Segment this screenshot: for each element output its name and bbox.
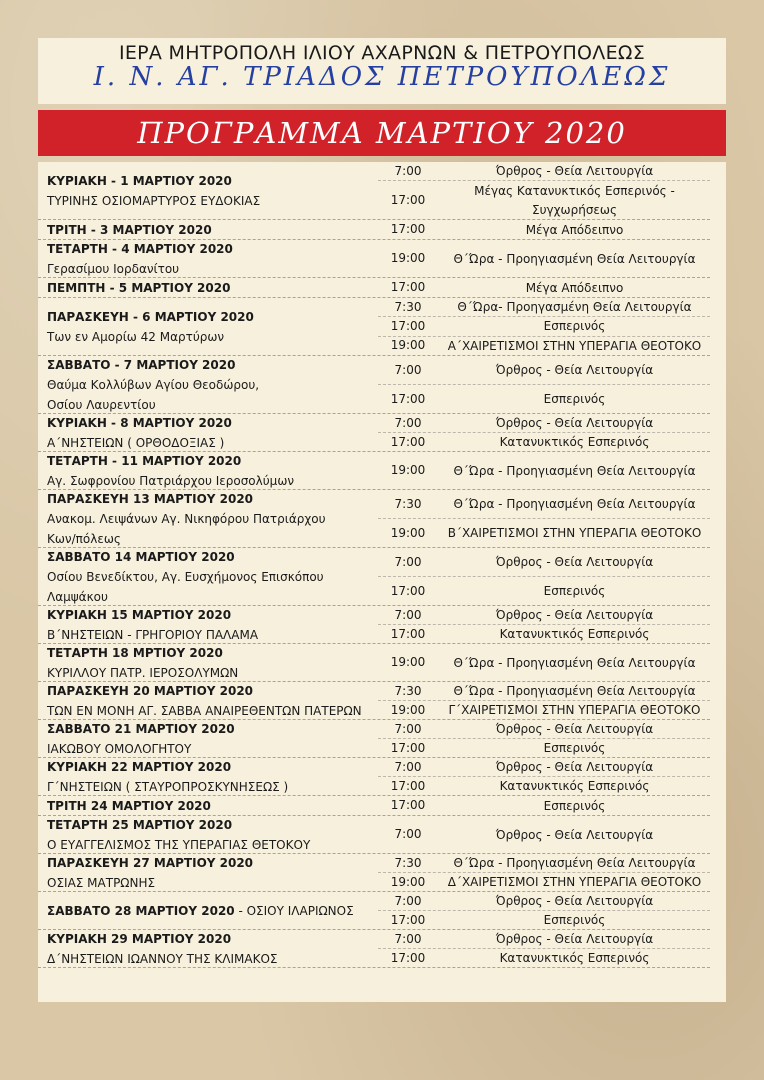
day-row — [38, 796, 726, 816]
service-name-line: Θ΄Ώρα - Προηγιασμένη Θεία Λειτουργία — [453, 497, 696, 511]
day-line-text: ΟΣΙΑΣ ΜΑΤΡΩΝΗΣ — [47, 876, 156, 890]
day-row — [38, 452, 726, 490]
service-name — [433, 582, 716, 601]
service-name — [433, 495, 716, 514]
service-name — [433, 414, 716, 433]
service-name-line: Όρθρος - Θεία Λειτουργία — [495, 555, 654, 569]
service-name — [433, 162, 716, 181]
service-name — [433, 433, 716, 452]
day-line-text: Α΄ΝΗΣΤΕΙΩΝ ( ΟΡΘΟΔΟΞΙΑΣ ) — [47, 436, 225, 450]
service-name — [433, 854, 716, 873]
service-name — [433, 682, 716, 701]
service-name — [433, 873, 716, 892]
service-time: 19:00 — [390, 525, 426, 540]
day-line-text: ΤΕΤΑΡΤΗ - 4 ΜΑΡΤΙΟΥ 2020 — [47, 242, 233, 256]
day-row — [38, 816, 726, 854]
service-name — [433, 892, 716, 911]
service-time: 7:00 — [394, 931, 422, 946]
service-row — [38, 452, 726, 490]
church-title: Ι. Ν. ΑΓ. ΤΡΙΑΔΟΣ ΠΕΤΡΟΥΠΟΛΕΩΣ — [93, 62, 671, 92]
program-banner: ΠΡΟΓΡΑΜΜΑ ΜΑΡΤΙΟΥ 2020 — [38, 110, 726, 156]
service-name-line: Εσπερινός — [543, 798, 606, 813]
service-name — [433, 826, 716, 845]
day-feast-inline: - ΟΣΙΟΥ ΙΛΑΡΙΩΝΟΣ — [234, 904, 354, 918]
service-name — [433, 606, 716, 625]
service-row — [38, 317, 726, 336]
service-row — [38, 385, 726, 414]
day-line-text: Γερασίμου Ιορδανίτου — [47, 262, 180, 276]
service-time: 7:00 — [394, 827, 422, 841]
service-time: 17:00 — [390, 391, 426, 406]
service-name — [433, 625, 716, 644]
service-name-line: Κατανυκτικός Εσπερινός — [499, 951, 650, 965]
day-line-text: ΚΥΡΙΑΚΗ - 8 ΜΑΡΤΙΟΥ 2020 — [47, 416, 232, 430]
service-name-line: Εσπερινός — [543, 741, 606, 755]
service-time: 7:30 — [394, 299, 422, 314]
service-name — [433, 911, 716, 930]
day-line-text: ΙΑΚΩΒΟΥ ΟΜΟΛΟΓΗΤΟΥ — [47, 742, 192, 756]
service-time: 17:00 — [390, 280, 426, 294]
service-time: 17:00 — [390, 798, 426, 812]
service-name — [433, 720, 716, 739]
day-line-text: Οσίου Βενεδίκτου, Αγ. Ευσχήμονος Επισκόπου — [47, 570, 324, 584]
service-name-line: Θ΄Ώρα - Προηγιασμένη Θεία Λειτουργία — [453, 655, 696, 670]
service-row — [38, 892, 726, 911]
service-row — [38, 337, 726, 356]
service-time: 17:00 — [390, 434, 426, 449]
service-name-line: Εσπερινός — [543, 584, 606, 598]
service-name-line: Όρθρος - Θεία Λειτουργία — [495, 827, 654, 842]
service-name-line: Κατανυκτικός Εσπερινός — [499, 627, 650, 641]
service-name-line: Β΄ΧΑΙΡΕΤΙΣΜΟΙ ΣΤΗΝ ΥΠΕΡΑΓΙΑ ΘΕΟΤΟΚΟ — [447, 526, 702, 540]
service-name — [433, 654, 716, 673]
service-name — [433, 553, 716, 572]
service-name-line: Θ΄Ώρα - Προηγιασμένη Θεία Λειτουργία — [453, 251, 696, 266]
schedule-table — [38, 162, 726, 1002]
service-row — [38, 854, 726, 873]
day-line-text: Δ΄ΝΗΣΤΕΙΩΝ ΙΩΑΝΝΟΥ ΤΗΣ ΚΛΙΜΑΚΟΣ — [47, 952, 278, 966]
service-row — [38, 701, 726, 720]
service-name — [433, 739, 716, 758]
day-row — [38, 548, 726, 606]
service-name-line: Όρθρος - Θεία Λειτουργία — [495, 608, 654, 622]
service-time: 7:00 — [394, 759, 422, 774]
header-box — [38, 38, 726, 104]
service-time: 7:00 — [394, 893, 422, 908]
service-row — [38, 682, 726, 701]
day-line-text: ΠΕΜΠΤΗ - 5 ΜΑΡΤΙΟΥ 2020 — [47, 281, 231, 295]
service-name — [433, 182, 716, 220]
day-row — [38, 606, 726, 644]
service-name-line: Μέγα Απόδειπνο — [525, 222, 624, 237]
day-line-text: ΤΩΝ ΕΝ ΜΟΝΗ ΑΓ. ΣΑΒΒΑ ΑΝΑΙΡΕΘΕΝΤΩΝ ΠΑΤΕΡΩΝ — [47, 704, 362, 718]
day-row — [38, 220, 726, 240]
day-row — [38, 644, 726, 682]
day-line-text: ΠΑΡΑΣΚΕΥΗ 13 ΜΑΡΤΙΟΥ 2020 — [47, 492, 254, 506]
day-line-text: ΤΡΙΤΗ 24 ΜΑΡΤΙΟΥ 2020 — [47, 799, 211, 813]
day-line-text: ΣΑΒΒΑΤΟ 21 ΜΑΡΤΙΟΥ 2020 — [47, 722, 235, 736]
service-name — [433, 949, 716, 968]
day-line-text: Θαύμα Κολλύβων Αγίου Θεοδώρου, — [47, 378, 260, 392]
service-name — [433, 390, 716, 409]
service-name-line: Θ΄Ώρα - Προηγιασμένη Θεία Λειτουργία — [453, 463, 696, 478]
service-time: 7:00 — [394, 163, 422, 178]
service-row — [38, 739, 726, 758]
service-name — [433, 279, 716, 298]
service-time: 17:00 — [390, 222, 426, 236]
day-row — [38, 892, 726, 930]
service-name-line: Όρθρος - Θεία Λειτουργία — [495, 894, 654, 908]
service-name-line: Εσπερινός — [543, 913, 606, 927]
service-name-line: Μέγας Κατανυκτικός Εσπερινός - — [474, 183, 675, 198]
service-row — [38, 606, 726, 625]
service-name-line: Δ΄ΧΑΙΡΕΤΙΣΜΟΙ ΣΤΗΝ ΥΠΕΡΑΓΙΑ ΘΕΟΤΟΚΟ — [447, 875, 702, 889]
day-line-text: ΤΡΙΤΗ - 3 ΜΑΡΤΙΟΥ 2020 — [47, 223, 212, 237]
service-row — [38, 720, 726, 739]
day-row — [38, 356, 726, 414]
service-time: 7:00 — [394, 554, 422, 569]
service-time: 17:00 — [390, 318, 426, 333]
service-name — [433, 777, 716, 796]
service-row — [38, 548, 726, 577]
day-line-text: ΣΑΒΒΑΤΟ - 7 ΜΑΡΤΙΟΥ 2020 — [47, 358, 236, 372]
service-name — [433, 250, 716, 269]
day-line-text: Ο ΕΥΑΓΓΕΛΙΣΜΟΣ ΤΗΣ ΥΠΕΡΑΓΙΑΣ ΘΕΤΟΚΟΥ — [47, 838, 311, 852]
service-row — [38, 873, 726, 892]
service-row — [38, 278, 726, 298]
day-line-text: ΚΥΡΙΑΚΗ - 1 ΜΑΡΤΙΟΥ 2020 — [47, 174, 232, 188]
service-name-line: Θ΄Ώρα- Προηγασμένη Θεία Λειτουργία — [457, 300, 692, 315]
day-line-text: Οσίου Λαυρεντίου — [47, 398, 156, 412]
day-row — [38, 682, 726, 720]
service-row — [38, 220, 726, 240]
service-time: 19:00 — [390, 463, 426, 477]
day-row — [38, 720, 726, 758]
service-name-line: Εσπερινός — [543, 392, 606, 406]
service-time: 19:00 — [390, 655, 426, 669]
service-row — [38, 298, 726, 317]
service-time: 17:00 — [390, 740, 426, 755]
day-row — [38, 278, 726, 298]
day-row — [38, 758, 726, 796]
day-line-text: Λαμψάκου — [47, 590, 108, 604]
day-line-text: ΚΥΡΙΑΚΗ 22 ΜΑΡΤΙΟΥ 2020 — [47, 760, 232, 774]
service-row — [38, 433, 726, 452]
service-name — [433, 797, 716, 816]
service-name-line: Όρθρος - Θεία Λειτουργία — [495, 164, 654, 179]
service-row — [38, 911, 726, 930]
service-name-line: Όρθρος - Θεία Λειτουργία — [495, 722, 654, 736]
row-divider — [38, 967, 710, 968]
day-row — [38, 240, 726, 278]
service-time: 17:00 — [390, 626, 426, 641]
service-row — [38, 816, 726, 854]
service-name-line: Όρθρος - Θεία Λειτουργία — [495, 760, 654, 774]
service-name — [433, 462, 716, 481]
service-name — [433, 758, 716, 777]
day-line-text: ΚΥΡΙΑΚΗ 15 ΜΑΡΤΙΟΥ 2020 — [47, 608, 232, 622]
service-time: 17:00 — [390, 950, 426, 965]
day-line-text: ΤΥΡΙΝΗΣ ΟΣΙΟΜΑΡΤΥΡΟΣ ΕΥΔΟΚΙΑΣ — [47, 194, 261, 208]
day-row — [38, 854, 726, 892]
service-time: 7:00 — [394, 362, 422, 377]
service-name — [433, 930, 716, 949]
service-time: 19:00 — [390, 874, 426, 889]
metropolis-title: ΙΕΡΑ ΜΗΤΡΟΠΟΛΗ ΙΛΙΟΥ ΑΧΑΡΝΩΝ & ΠΕΤΡΟΥΠΟΛΕΩΣ — [118, 42, 646, 64]
service-time: 19:00 — [390, 251, 426, 265]
day-row — [38, 490, 726, 548]
day-row — [38, 162, 726, 220]
service-name — [433, 524, 716, 543]
service-name — [433, 337, 716, 356]
service-name-line: Γ΄ΧΑΙΡΕΤΙΣΜΟΙ ΣΤΗΝ ΥΠΕΡΑΓΙΑ ΘΕΟΤΟΚΟ — [448, 703, 701, 717]
service-name-line: Όρθρος - Θεία Λειτουργία — [495, 363, 654, 377]
day-line-text: Αγ. Σωφρονίου Πατριάρχου Ιεροσολύμων — [47, 474, 295, 488]
service-name-line: Α΄ΧΑΙΡΕΤΙΣΜΟΙ ΣΤΗΝ ΥΠΕΡΑΓΙΑ ΘΕΟΤΟΚΟ — [447, 338, 702, 353]
service-time: 17:00 — [390, 192, 426, 207]
day-line-text: Ανακομ. Λειψάνων Αγ. Νικηφόρου Πατριάρχου — [47, 512, 326, 526]
service-row — [38, 240, 726, 278]
service-time: 17:00 — [390, 583, 426, 598]
service-time: 7:00 — [394, 721, 422, 736]
service-row — [38, 414, 726, 433]
day-line-text: ΠΑΡΑΣΚΕΥΗ 20 ΜΑΡΤΙΟΥ 2020 — [47, 684, 254, 698]
day-line-text: ΤΕΤΑΡΤΗ 18 ΜΡΤΙΟΥ 2020 — [47, 646, 223, 660]
service-time: 7:30 — [394, 683, 422, 698]
day-line-text: ΠΑΡΑΣΚΕΥΗ 27 ΜΑΡΤΙΟΥ 2020 — [47, 856, 254, 870]
service-row — [38, 777, 726, 796]
service-name — [433, 317, 716, 336]
service-row — [38, 758, 726, 777]
day-line-text: ΚΥΡΙΛΛΟΥ ΠΑΤΡ. ΙΕΡΟΣΟΛΥΜΩΝ — [47, 666, 239, 680]
service-row — [38, 644, 726, 682]
service-time: 17:00 — [390, 778, 426, 793]
service-name-line: Θ΄Ώρα - Προηγιασμένη Θεία Λειτουργία — [453, 684, 696, 698]
service-name-line: Συγχωρήσεως — [531, 202, 617, 217]
service-name — [433, 221, 716, 240]
service-row — [38, 490, 726, 519]
day-line-text: Γ΄ΝΗΣΤΕΙΩΝ ( ΣΤΑΥΡΟΠΡΟΣΚΥΝΗΣΕΩΣ ) — [47, 780, 289, 794]
service-name-line: Εσπερινός — [543, 319, 606, 334]
service-name-line: Μέγα Απόδειπνο — [525, 280, 624, 295]
service-name-line: Όρθρος - Θεία Λειτουργία — [495, 416, 654, 430]
day-line-text: ΣΑΒΒΑΤΟ 14 ΜΑΡΤΙΟΥ 2020 — [47, 550, 235, 564]
day-row — [38, 930, 726, 968]
day-line-text: ΤΕΤΑΡΤΗ - 11 ΜΑΡΤΙΟΥ 2020 — [47, 454, 242, 468]
day-line-text: Κων/πόλεως — [47, 532, 121, 546]
service-time: 7:00 — [394, 607, 422, 622]
service-row — [38, 796, 726, 816]
service-name-line: Κατανυκτικός Εσπερινός — [499, 779, 650, 793]
service-name-line: Όρθρος - Θεία Λειτουργία — [495, 932, 654, 946]
service-row — [38, 577, 726, 606]
day-line-text: ΠΑΡΑΣΚΕΥΗ - 6 ΜΑΡΤΙΟΥ 2020 — [47, 310, 254, 324]
day-line-text: Β΄ΝΗΣΤΕΙΩΝ - ΓΡΗΓΟΡΙΟΥ ΠΑΛΑΜΑ — [47, 628, 259, 642]
service-name-line: Θ΄Ώρα - Προηγιασμένη Θεία Λειτουργία — [453, 856, 696, 870]
day-row — [38, 298, 726, 356]
service-row — [38, 181, 726, 220]
day-row — [38, 414, 726, 452]
service-row — [38, 930, 726, 949]
service-name — [433, 701, 716, 720]
day-line-text: ΣΑΒΒΑΤΟ 28 ΜΑΡΤΙΟΥ 2020 — [47, 904, 235, 918]
service-time: 7:30 — [394, 496, 422, 511]
service-name — [433, 361, 716, 380]
day-line-text: ΚΥΡΙΑΚΗ 29 ΜΑΡΤΙΟΥ 2020 — [47, 932, 232, 946]
day-line-text: Των εν Αμορίω 42 Μαρτύρων — [47, 330, 225, 344]
service-name — [433, 298, 716, 317]
service-time: 19:00 — [390, 338, 426, 353]
service-time: 17:00 — [390, 912, 426, 927]
service-name-line: Κατανυκτικός Εσπερινός — [499, 435, 650, 449]
service-row — [38, 356, 726, 385]
service-row — [38, 519, 726, 548]
service-time: 7:00 — [394, 415, 422, 430]
day-line-text: ΤΕΤΑΡΤΗ 25 ΜΑΡΤΙΟΥ 2020 — [47, 818, 233, 832]
service-time: 19:00 — [390, 702, 426, 717]
service-row — [38, 162, 726, 181]
service-row — [38, 949, 726, 968]
service-time: 7:30 — [394, 855, 422, 870]
service-row — [38, 625, 726, 644]
